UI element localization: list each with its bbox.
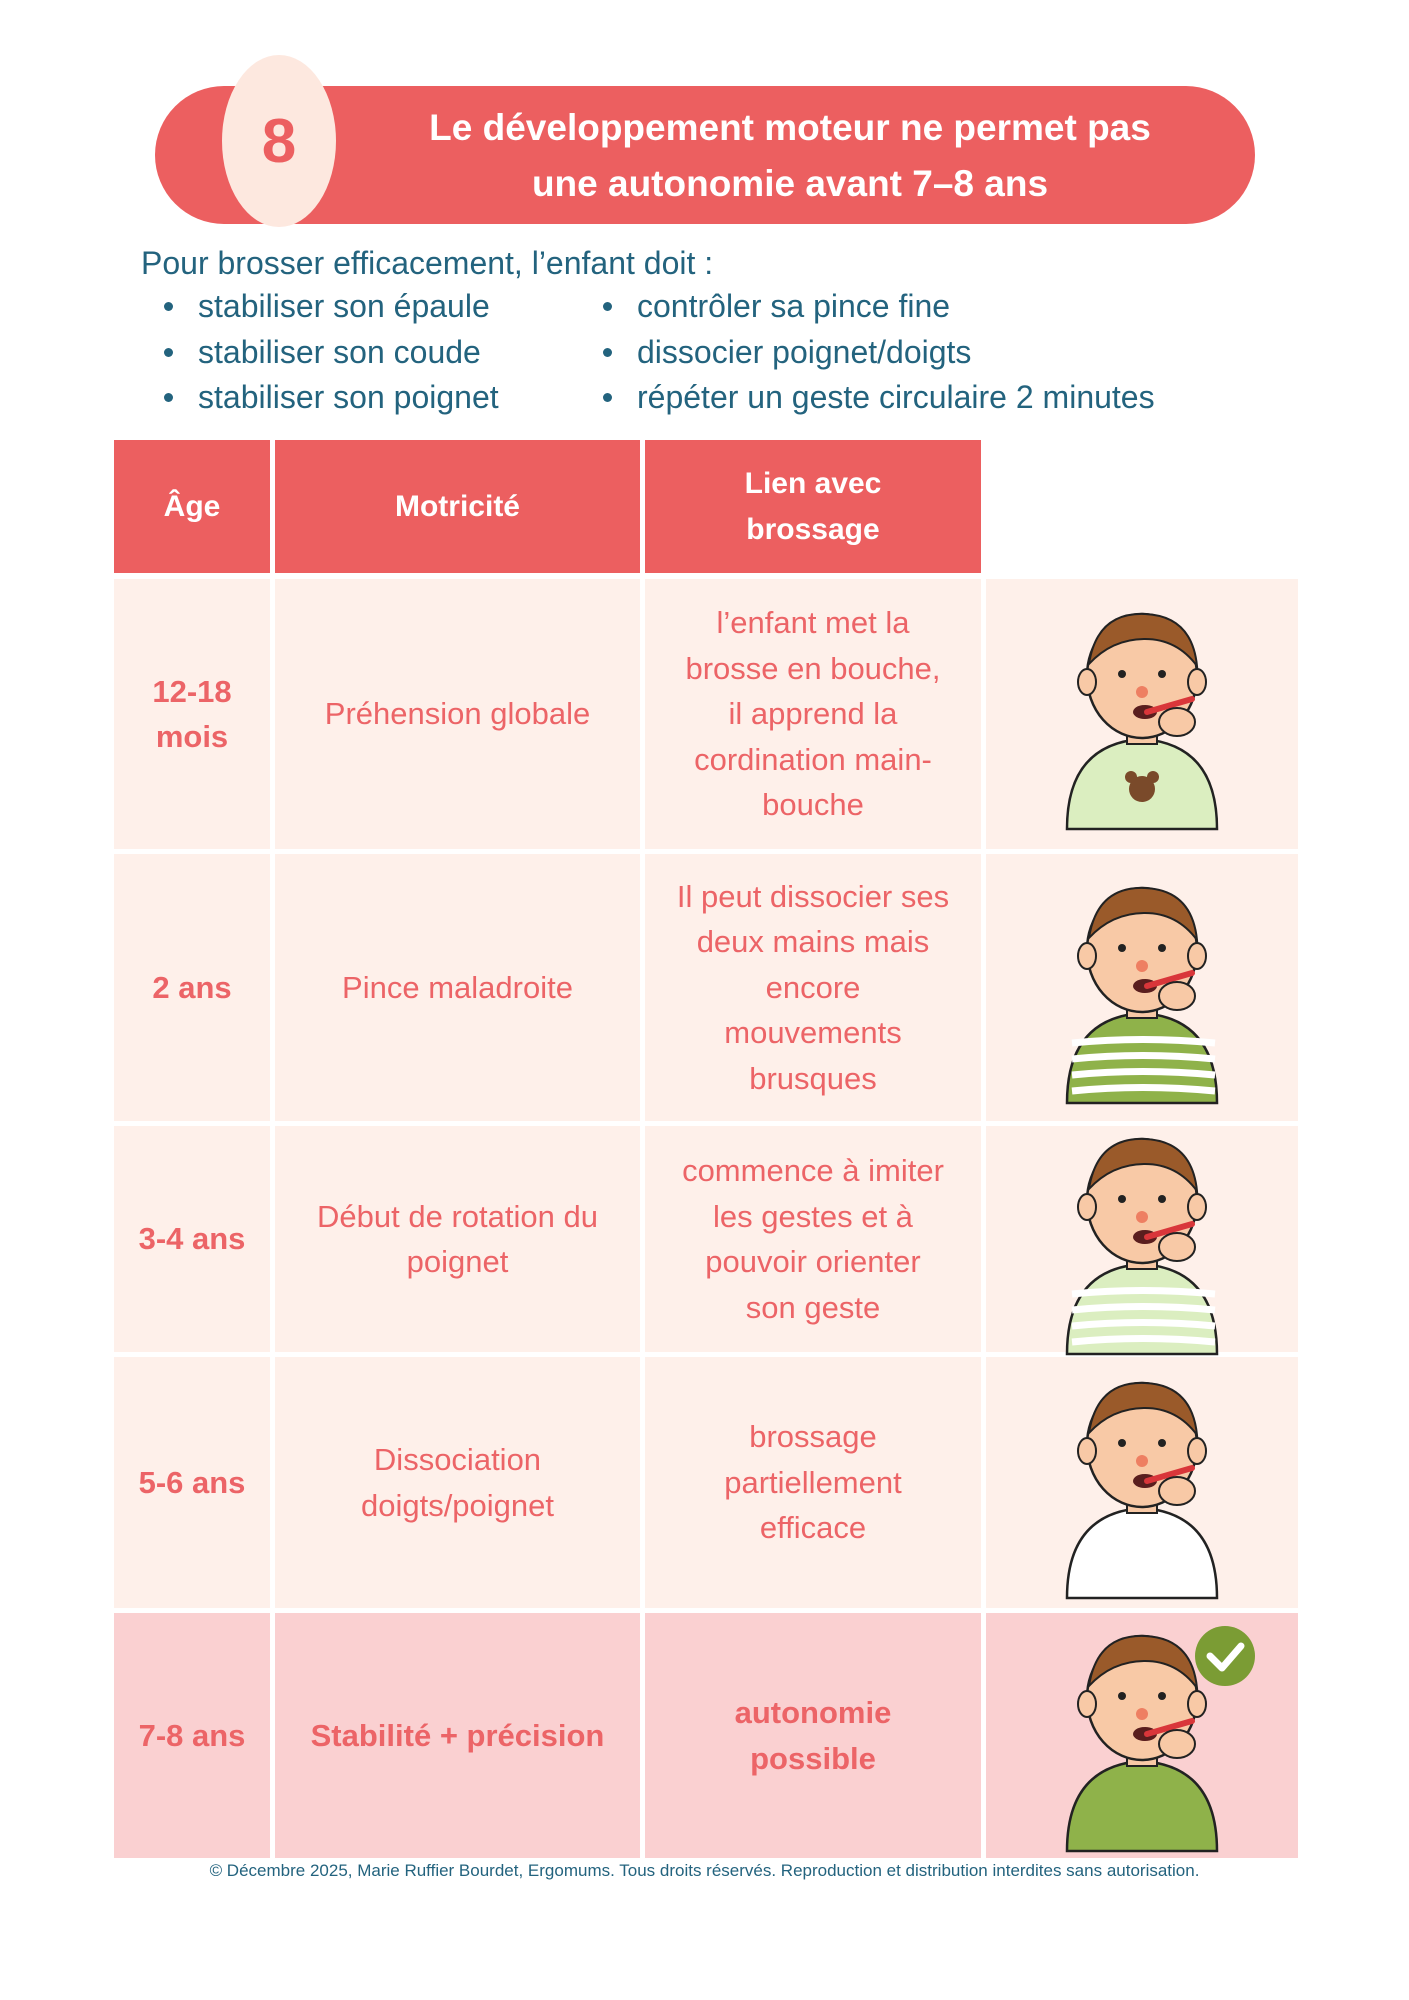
requirement-item: stabiliser son poignet [141,375,499,421]
requirement-item: stabiliser son coude [141,330,499,376]
lien-cell-line: brusques [749,1060,877,1096]
lien-cell-line: les gestes et à [713,1198,913,1234]
motricite-cell-line: Stabilité + précision [310,1717,605,1753]
lien-cell-line: brosse en bouche, [685,650,941,686]
lien-cell [645,1357,981,1608]
lien-cell-line: Il peut dissocier ses [676,878,950,914]
autonomous-brushing-icon [1027,1616,1257,1856]
section-number: 8 [261,106,297,176]
lien-cell-line: l’enfant met la [716,605,910,641]
lien-cell-line: son geste [745,1289,881,1325]
requirement-item: répéter un geste circulaire 2 minutes [580,375,1155,421]
age-cell-line: mois [155,719,229,754]
lien-cell-line: il apprend la [728,696,898,732]
age-cell-line: 5-6 ans [138,1464,246,1500]
age-cell [114,1357,270,1608]
lien-cell-line: possible [750,1740,876,1776]
requirement-item: stabiliser son épaule [141,284,499,330]
motricite-cell [275,854,640,1121]
age-cell-line: 2 ans [152,969,232,1005]
lien-cell [645,579,981,849]
illustration-cell [986,1613,1298,1858]
lien-cell [645,1613,981,1858]
lien-cell-line: cordination main- [694,741,932,777]
lien-cell-line: mouvements [724,1015,902,1051]
age-cell [114,579,270,849]
age-cell [114,1613,270,1858]
lien-cell [645,1126,981,1352]
child-brushing-icon [1027,1119,1257,1359]
lien-cell-line: commence à imiter [682,1153,944,1188]
motricite-cell [275,1357,640,1608]
motricite-cell-line: Dissociation [373,1442,542,1477]
age-cell-line: 3-4 ans [138,1221,246,1257]
motricite-cell [275,579,640,849]
header-lien-brossage: Lien avec brossage [645,440,981,573]
lien-cell-line: efficace [759,1510,867,1546]
motricite-cell-line: Début de rotation du [317,1198,598,1234]
requirements-list-left [141,284,499,421]
table-row [114,1613,1298,1858]
header-age: Âge [114,440,270,573]
lien-cell-line: pouvoir orienter [705,1244,921,1279]
kid-brushing-icon [1027,1363,1257,1603]
motricite-cell [275,1613,640,1858]
motricite-cell-line: Pince maladroite [342,969,573,1005]
requirement-item: contrôler sa pince fine [580,284,1155,330]
illustration-cell [986,579,1298,849]
motricite-cell-line: Préhension globale [324,696,591,732]
table-row [114,854,1298,1121]
lien-cell-line: bouche [762,787,864,823]
check-icon [1195,1626,1255,1686]
age-cell-line: 12-18 [152,673,232,709]
requirement-item: dissocier poignet/doigts [580,330,1155,376]
table-row [114,579,1298,849]
requirements-list-right [580,284,1155,421]
motricite-cell-line: poignet [406,1244,509,1279]
motricite-cell-line: doigts/poignet [360,1487,555,1523]
age-cell [114,1126,270,1352]
motricite-cell [275,1126,640,1352]
section-number-badge [222,55,336,227]
lien-cell-line: autonomie [734,1695,892,1730]
lien-cell-line: deux mains mais [696,924,930,960]
lien-cell-line: partiellement [724,1464,902,1500]
illustration-cell [986,854,1298,1121]
age-cell [114,854,270,1121]
intro-lead: Pour brosser efficacement, l’enfant doit : [141,245,714,281]
page-title [340,98,1240,214]
development-table [114,440,1298,1858]
illustration-cell [986,1357,1298,1608]
table-row [114,1357,1298,1608]
lien-cell-line: brossage [749,1419,877,1455]
illustration-cell [986,1126,1298,1352]
table-row [114,1126,1298,1352]
baby-brushing-icon [1027,594,1257,834]
lien-cell [645,854,981,1121]
copyright-footer: © Décembre 2025, Marie Ruffier Bourdet, Ergomums. Tous droits réservés. Reproduction et distribution interdites sans autorisation. [209,1861,1200,1880]
age-cell-line: 7-8 ans [138,1717,246,1753]
toddler-brushing-icon [1027,868,1257,1108]
lien-cell-line: encore [765,969,861,1005]
page-title-line-1: Le développement moteur ne permet pas [429,107,1151,148]
page-title-line-2: une autonomie avant 7–8 ans [531,163,1049,204]
header-motricite: Motricité [275,440,640,573]
